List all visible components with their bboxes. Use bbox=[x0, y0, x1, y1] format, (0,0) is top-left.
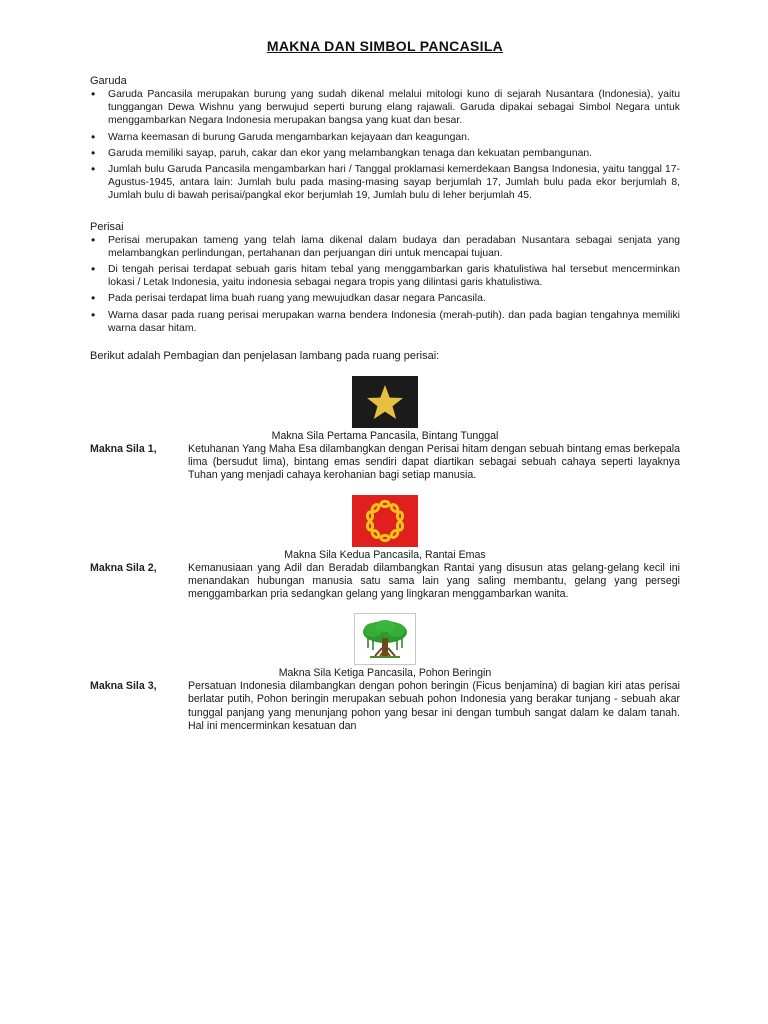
chain-icon bbox=[363, 499, 407, 543]
perisai-bullet-3: • Pada perisai terdapat lima buah ruang yang mewujudkan dasar negara Pancasila. bbox=[90, 292, 680, 305]
star-icon bbox=[365, 383, 405, 421]
garuda-list bbox=[90, 88, 680, 203]
perisai-list bbox=[90, 234, 680, 335]
sila-3-caption: Makna Sila Ketiga Pancasila, Pohon Beringin bbox=[278, 667, 492, 680]
sila-3-text: Persatuan Indonesia dilambangkan dengan pohon beringin (Ficus benjamina) di bagian kiri atas perisai berlatar putih, Pohon beringin merupakan sebuah pohon Indonesia yang berakar tunjang - sebuah akar tunggal panjang yang menunjang pohon yang besar ini dengan tumbuh sangat dalam ke dalam tanah. Hal ini mencerminkan kesatuan dan bbox=[188, 680, 680, 732]
sila-3-row bbox=[90, 680, 680, 733]
perisai-bullet-1: • Perisai merupakan tameng yang telah lama dikenal dalam budaya dan peradaban Nusantara sebagai senjata yang melambangkan perlindungan, pertahanan dan perjuangan diri untuk mencapai tujuan. bbox=[90, 234, 680, 260]
perisai-bullet-4: • Warna dasar pada ruang perisai merupakan warna bendera Indonesia (merah-putih). dan pada bagian tengahnya memiliki warna dasar hitam. bbox=[90, 309, 680, 335]
sila-1-label: Makna Sila 1, bbox=[90, 443, 157, 456]
sila-1-row bbox=[90, 443, 680, 483]
sila-2-row bbox=[90, 562, 680, 602]
page-title: MAKNA DAN SIMBOL PANCASILA bbox=[266, 38, 504, 54]
garuda-bullet-3: • Garuda memiliki sayap, paruh, cakar dan ekor yang melambangkan tenaga dan kekuatan pembangunan. bbox=[90, 147, 680, 160]
garuda-bullet-1: • Garuda Pancasila merupakan burung yang sudah dikenal melalui mitologi kuno di sejarah Nusantara (Indonesia), yaitu tunggangan Dewa Wishnu yang berwujud seperti burung elang rajawali. Garuda dipakai sebagai Simbol Negara untuk menggambarkan Negara Indonesia merupakan bangsa yang kuat dan besar. bbox=[90, 88, 680, 128]
garuda-bullet-4: • Jumlah bulu Garuda Pancasila mengambarkan hari / Tanggal proklamasi kemerdekaan Bangsa Indonesia, yaitu tanggal 17-Agustus-1945, antara lain: Jumlah bulu pada masing-masing sayap berjumlah 17, Jumlah bulu pada ekor berjumlah 8, Jumlah bulu di bawah perisai/pangkal ekor berjumlah 19, Jumlah bulu di leher berjumlah 45. bbox=[90, 163, 680, 203]
perisai-bullet-2: • Di tengah perisai terdapat sebuah garis hitam tebal yang menggambarkan garis khatulistiwa hal tersebut mencerminkan lokasi / Letak Indonesia, yaitu indonesia sebagai negara tropis yang dilintasi garis khatulistiwa. bbox=[90, 263, 680, 289]
sila-1-text: Ketuhanan Yang Maha Esa dilambangkan dengan Perisai hitam dengan sebuah bintang emas berkepala lima (bersudut lima), bintang emas sendiri dapat diartikan sebagai sebuah cahaya seperti layaknya Tuhan yang menjadi cahaya kerohanian bagi setiap manusia. bbox=[188, 443, 680, 482]
garuda-bullet-2: • Warna keemasan di burung Garuda mengambarkan kejayaan dan keagungan. bbox=[90, 131, 680, 144]
sila-2-label: Makna Sila 2, bbox=[90, 561, 157, 574]
garuda-heading: Garuda bbox=[90, 75, 127, 87]
sila-1-caption: Makna Sila Pertama Pancasila, Bintang Tunggal bbox=[271, 430, 499, 443]
chain-emblem bbox=[352, 495, 418, 547]
banyan-tree-icon bbox=[360, 618, 410, 660]
banyan-emblem bbox=[354, 613, 416, 665]
sila-2-caption: Makna Sila Kedua Pancasila, Rantai Emas bbox=[284, 548, 486, 561]
sila-2-text: Kemanusiaan yang Adil dan Beradab dilambangkan Rantai yang disusun atas gelang-gelang kecil ini menandakan hubungan manusia satu sama lain yang saling membantu, gelang yang persegi menggambarkan pria sedangkan gelang yang lingkaran menggambarkan wanita. bbox=[188, 561, 680, 601]
perisai-heading: Perisai bbox=[90, 220, 124, 233]
star-emblem bbox=[352, 376, 418, 428]
perisai-intro: Berikut adalah Pembagian dan penjelasan lambang pada ruang perisai: bbox=[90, 350, 440, 363]
sila-3-label: Makna Sila 3, bbox=[90, 680, 157, 693]
